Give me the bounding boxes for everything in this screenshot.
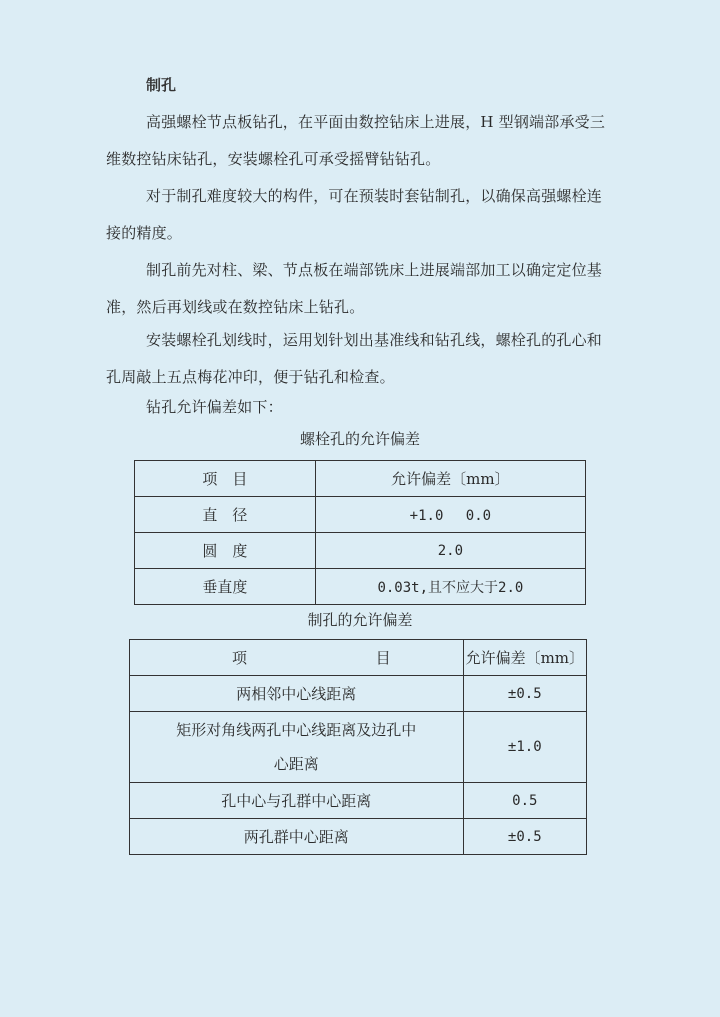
- row-value: ±0.5: [463, 819, 586, 855]
- row-item: 孔中心与孔群中心距离: [130, 783, 464, 819]
- table-row: [130, 783, 587, 819]
- table-row: [130, 819, 587, 855]
- bolt-hole-tolerance-table: [134, 460, 586, 605]
- table2-caption: 制孔的允许偏差: [307, 611, 413, 629]
- paragraph-1: 高强螺栓节点板钻孔，在平面由数控钻床上进展，H 型钢端部承受三维数控钻床钻孔，安装螺栓孔可承受摇臂钻钻孔。: [106, 113, 606, 168]
- row-item: 两孔群中心距离: [130, 819, 464, 855]
- header-item-b: 目: [375, 649, 391, 667]
- table1-caption: 螺栓孔的允许偏差: [299, 430, 420, 448]
- drilling-tolerance-table: [129, 639, 587, 855]
- row-value: +1.0 0.0: [315, 497, 585, 533]
- paragraph-5: 钻孔允许偏差如下：: [146, 398, 283, 416]
- section-heading: 制孔: [146, 76, 177, 94]
- header-item: 项 目: [135, 461, 316, 497]
- header-tolerance: 允许偏差〔mm〕: [463, 640, 586, 676]
- table-header-row: [135, 461, 586, 497]
- row-value: 2.0: [315, 533, 585, 569]
- header-item: [130, 640, 464, 676]
- paragraph-4: 安装螺栓孔划线时，运用划针划出基准线和钻孔线，螺栓孔的孔心和孔周敲上五点梅花冲印，便于钻孔和检查。: [106, 331, 603, 386]
- table-row: [135, 497, 586, 533]
- row-item: 矩形对角线两孔中心线距离及边孔中心距离: [130, 712, 464, 783]
- table-row: [130, 676, 587, 712]
- row-item: 直 径: [135, 497, 316, 533]
- row-value: ±1.0: [463, 712, 586, 783]
- row-value: 0.5: [463, 783, 586, 819]
- row-item: 垂直度: [135, 569, 316, 605]
- row-item: 圆 度: [135, 533, 316, 569]
- paragraph-3: 制孔前先对柱、梁、节点板在端部铣床上进展端部加工以确定定位基准，然后再划线或在数控钻床上钻孔。: [106, 261, 603, 316]
- table-row: [135, 533, 586, 569]
- header-tolerance: 允许偏差〔mm〕: [315, 461, 585, 497]
- row-item: 两相邻中心线距离: [130, 676, 464, 712]
- table-row: [135, 569, 586, 605]
- row-value: ±0.5: [463, 676, 586, 712]
- row-value: 0.03t,且不应大于2.0: [315, 569, 585, 605]
- table-row: [130, 712, 587, 783]
- paragraph-2: 对于制孔难度较大的构件，可在预装时套钻制孔，以确保高强螺栓连接的精度。: [106, 187, 603, 242]
- header-item-a: 项: [232, 649, 248, 667]
- table-header-row: [130, 640, 587, 676]
